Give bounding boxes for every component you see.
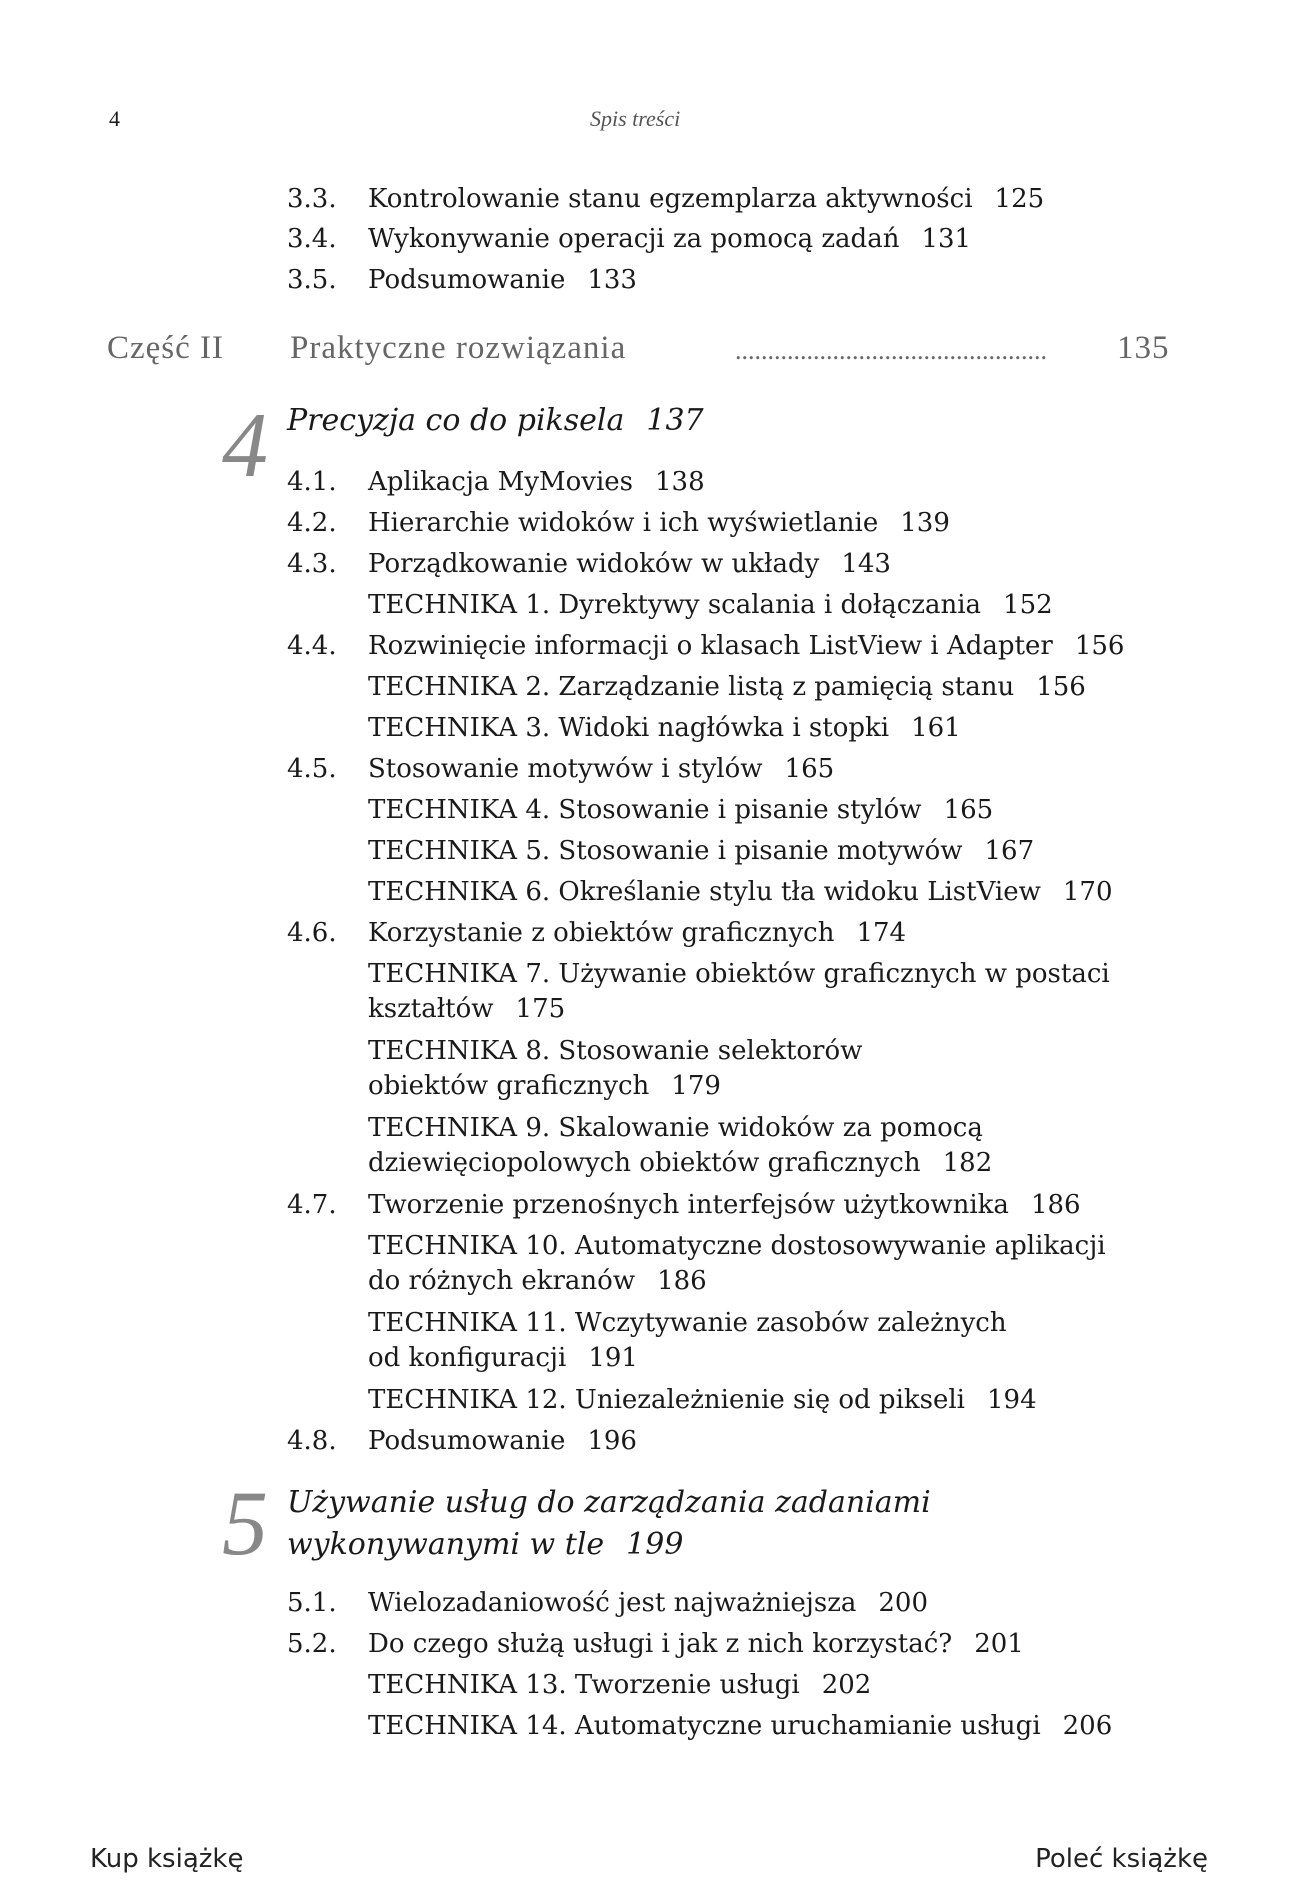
section-title: TECHNIKA 8. Stosowanie selektorów bbox=[368, 1036, 863, 1066]
technique-entry bbox=[368, 1228, 1106, 1264]
page-ref: 143 bbox=[841, 549, 891, 579]
recommend-book-link[interactable]: Poleć książkę bbox=[1035, 1844, 1208, 1874]
section-number: 3.3. bbox=[287, 184, 337, 214]
section-number: 3.4. bbox=[287, 224, 337, 254]
technique-entry bbox=[368, 587, 1053, 623]
section-title: Porządkowanie widoków w układy bbox=[368, 549, 820, 579]
chapter-page: 137 bbox=[646, 403, 704, 438]
section-number: 5.2. bbox=[287, 1629, 337, 1659]
page-ref: 196 bbox=[587, 1426, 637, 1456]
section-title: TECHNIKA 4. Stosowanie i pisanie stylów bbox=[368, 795, 922, 825]
page-ref: 202 bbox=[821, 1670, 872, 1700]
section-title: TECHNIKA 3. Widoki nagłówka i stopki bbox=[368, 713, 890, 743]
chapter-page: 199 bbox=[626, 1527, 684, 1562]
section-title: TECHNIKA 10. Automatyczne dostosowywanie aplikacji bbox=[368, 1231, 1106, 1261]
part-title: Praktyczne rozwiązania bbox=[290, 330, 627, 366]
section-title: dziewięciopolowych obiektów graficznych bbox=[368, 1148, 921, 1178]
section-title: TECHNIKA 7. Używanie obiektów graficznych w postaci bbox=[368, 959, 1110, 989]
chapter-title-line2 bbox=[287, 1524, 683, 1566]
section-number: 4.1. bbox=[287, 467, 337, 497]
section-title: TECHNIKA 9. Skalowanie widoków za pomocą bbox=[368, 1113, 983, 1143]
section-title: TECHNIKA 12. Uniezależnienie się od pikseli bbox=[368, 1385, 965, 1415]
section-title: Kontrolowanie stanu egzemplarza aktywności bbox=[368, 184, 973, 214]
page-ref: 186 bbox=[657, 1266, 707, 1296]
page-ref: 200 bbox=[878, 1588, 929, 1618]
section-number: 3.5. bbox=[287, 265, 337, 295]
section-title: kształtów bbox=[368, 994, 494, 1024]
page-ref: 175 bbox=[515, 994, 566, 1024]
technique-entry bbox=[368, 1033, 862, 1069]
page-ref: 194 bbox=[987, 1385, 1037, 1415]
technique-entry bbox=[368, 1340, 638, 1376]
page-ref: 133 bbox=[587, 265, 637, 295]
section-title: obiektów graficznych bbox=[368, 1071, 650, 1101]
chapter-title-text: wykonywanymi w tle bbox=[287, 1527, 605, 1562]
technique-entry bbox=[368, 833, 1034, 869]
section-title: TECHNIKA 13. Tworzenie usługi bbox=[368, 1670, 800, 1700]
section-title: Hierarchie widoków i ich wyświetlanie bbox=[368, 508, 879, 538]
section-title: Podsumowanie bbox=[368, 265, 566, 295]
technique-entry bbox=[368, 1708, 1112, 1744]
section-title: TECHNIKA 6. Określanie stylu tła widoku ListView bbox=[368, 877, 1041, 907]
section-title: do różnych ekranów bbox=[368, 1266, 636, 1296]
section-title: od konfiguracji bbox=[368, 1343, 567, 1373]
page-ref: 161 bbox=[911, 713, 961, 743]
technique-entry bbox=[368, 956, 1110, 992]
technique-entry bbox=[368, 1110, 983, 1146]
page-ref: 182 bbox=[942, 1148, 993, 1178]
technique-entry bbox=[368, 1305, 1007, 1341]
page-ref: 201 bbox=[974, 1629, 1024, 1659]
section-title: Tworzenie przenośnych interfejsów użytkownika bbox=[368, 1190, 1009, 1220]
section-title: TECHNIKA 14. Automatyczne uruchamianie usługi bbox=[368, 1711, 1041, 1741]
section-number: 5.1. bbox=[287, 1588, 337, 1618]
chapter-title bbox=[287, 400, 704, 442]
technique-entry bbox=[368, 991, 565, 1027]
chapter-title-line1: Używanie usług do zarządzania zadaniami bbox=[287, 1485, 931, 1520]
page-ref: 156 bbox=[1074, 631, 1125, 661]
running-header: Spis treści bbox=[590, 106, 681, 131]
section-number: 4.6. bbox=[287, 918, 337, 948]
section-title: Wielozadaniowość jest najważniejsza bbox=[368, 1588, 857, 1618]
page-ref: 165 bbox=[784, 754, 835, 784]
section-title: TECHNIKA 5. Stosowanie i pisanie motywów bbox=[368, 836, 963, 866]
section-title: TECHNIKA 2. Zarządzanie listą z pamięcią stanu bbox=[368, 672, 1015, 702]
technique-entry bbox=[368, 792, 993, 828]
page-ref: 186 bbox=[1030, 1190, 1081, 1220]
leader-dots: ................................................ bbox=[735, 336, 1047, 365]
section-title: Wykonywanie operacji za pomocą zadań bbox=[368, 224, 900, 254]
section-number: 4.3. bbox=[287, 549, 337, 579]
page-ref: 170 bbox=[1062, 877, 1113, 907]
page-ref: 179 bbox=[671, 1071, 721, 1101]
chapter-number: 5 bbox=[222, 1472, 268, 1574]
section-title: TECHNIKA 11. Wczytywanie zasobów zależnych bbox=[368, 1308, 1007, 1338]
page-ref: 174 bbox=[856, 918, 907, 948]
part-label: Część II bbox=[107, 330, 225, 366]
section-title: Stosowanie motywów i stylów bbox=[368, 754, 763, 784]
technique-entry bbox=[368, 1068, 721, 1104]
section-number: 4.8. bbox=[287, 1426, 337, 1456]
page-ref: 165 bbox=[943, 795, 994, 825]
section-title: Korzystanie z obiektów graficznych bbox=[368, 918, 835, 948]
section-number: 4.2. bbox=[287, 508, 337, 538]
section-number: 4.7. bbox=[287, 1190, 337, 1220]
page-ref: 131 bbox=[921, 224, 972, 254]
page-ref: 156 bbox=[1036, 672, 1086, 702]
technique-entry bbox=[368, 1145, 992, 1181]
technique-entry bbox=[368, 1667, 871, 1703]
page-ref: 152 bbox=[1003, 590, 1053, 620]
page-number: 4 bbox=[109, 106, 120, 131]
section-title: Aplikacja MyMovies bbox=[368, 467, 634, 497]
section-title: Rozwinięcie informacji o klasach ListView i Adapter bbox=[368, 631, 1053, 661]
part-page: 135 bbox=[1117, 330, 1170, 366]
technique-entry bbox=[368, 874, 1113, 910]
page-ref: 138 bbox=[655, 467, 705, 497]
technique-entry bbox=[368, 1382, 1037, 1418]
chapter-number: 4 bbox=[222, 394, 268, 496]
page-ref: 139 bbox=[900, 508, 950, 538]
section-title: Do czego służą usługi i jak z nich korzystać? bbox=[368, 1629, 953, 1659]
section-number: 4.4. bbox=[287, 631, 337, 661]
page-ref: 125 bbox=[994, 184, 1045, 214]
section-title: Podsumowanie bbox=[368, 1426, 566, 1456]
section-number: 4.5. bbox=[287, 754, 337, 784]
chapter-title-text: Precyzja co do piksela bbox=[287, 403, 625, 438]
section-title: TECHNIKA 1. Dyrektywy scalania i dołączania bbox=[368, 590, 982, 620]
page-ref: 167 bbox=[984, 836, 1035, 866]
technique-entry bbox=[368, 669, 1086, 705]
page-ref: 206 bbox=[1062, 1711, 1113, 1741]
page-ref: 191 bbox=[588, 1343, 638, 1373]
technique-entry bbox=[368, 710, 961, 746]
technique-entry bbox=[368, 1263, 707, 1299]
buy-book-link[interactable]: Kup książkę bbox=[90, 1844, 244, 1874]
